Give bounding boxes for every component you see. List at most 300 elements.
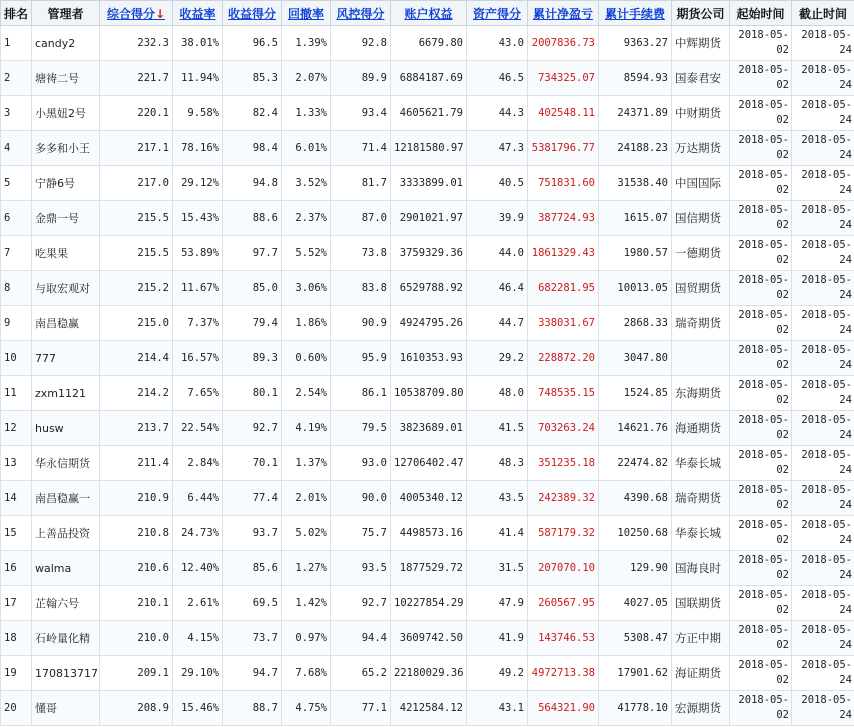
total-score-cell: 210.0 bbox=[100, 621, 173, 656]
risk-score-cell: 90.9 bbox=[331, 306, 391, 341]
futures-company-cell: 瑞奇期货 bbox=[672, 306, 730, 341]
return-rate-cell: 22.54% bbox=[173, 411, 223, 446]
risk-score-cell: 94.4 bbox=[331, 621, 391, 656]
total-score-cell: 210.1 bbox=[100, 586, 173, 621]
start-time-cell-part: 02 bbox=[776, 324, 789, 336]
header-drawdown[interactable] bbox=[282, 1, 331, 26]
rank-cell: 19 bbox=[1, 656, 32, 691]
end-time-cell bbox=[792, 481, 854, 516]
header-net-pnl[interactable] bbox=[528, 1, 599, 26]
futures-company-cell: 华泰长城 bbox=[672, 516, 730, 551]
end-time-cell bbox=[792, 61, 854, 96]
start-time-cell-part: 2018-05- bbox=[738, 29, 789, 41]
return-rate-cell: 29.12% bbox=[173, 166, 223, 201]
header-total-score-label: 综合得分 bbox=[106, 6, 155, 21]
drawdown-cell: 1.27% bbox=[282, 551, 331, 586]
fees-cell: 8594.93 bbox=[599, 61, 672, 96]
start-time-cell-part: 02 bbox=[776, 674, 789, 686]
end-time-cell-part: 2018-05- bbox=[801, 449, 852, 461]
start-time-cell-part: 02 bbox=[776, 219, 789, 231]
futures-company-cell: 万达期货 bbox=[672, 131, 730, 166]
header-manager-label: 管理者 bbox=[47, 6, 84, 21]
return-rate-cell: 24.73% bbox=[173, 516, 223, 551]
start-time-cell-part: 02 bbox=[776, 569, 789, 581]
header-start-time-label: 起始时间 bbox=[736, 6, 785, 21]
asset-score-cell: 46.4 bbox=[467, 271, 528, 306]
total-score-cell: 210.8 bbox=[100, 516, 173, 551]
end-time-cell bbox=[792, 621, 854, 656]
return-score-cell: 93.7 bbox=[223, 516, 282, 551]
account-equity-cell: 1610353.93 bbox=[391, 341, 467, 376]
drawdown-cell: 1.39% bbox=[282, 26, 331, 61]
net-pnl-cell: 260567.95 bbox=[528, 586, 599, 621]
risk-score-cell: 71.4 bbox=[331, 131, 391, 166]
return-score-cell: 82.4 bbox=[223, 96, 282, 131]
end-time-cell-part: 24 bbox=[839, 184, 852, 196]
drawdown-cell: 7.68% bbox=[282, 656, 331, 691]
manager-cell: husw bbox=[32, 411, 100, 446]
end-time-cell-part: 24 bbox=[839, 254, 852, 266]
total-score-cell: 215.2 bbox=[100, 271, 173, 306]
return-rate-cell: 16.57% bbox=[173, 341, 223, 376]
return-score-cell: 85.6 bbox=[223, 551, 282, 586]
end-time-cell-part: 24 bbox=[839, 709, 852, 721]
table-row bbox=[1, 201, 854, 236]
return-score-cell: 85.3 bbox=[223, 61, 282, 96]
fees-cell: 4027.05 bbox=[599, 586, 672, 621]
start-time-cell-part: 2018-05- bbox=[738, 99, 789, 111]
manager-cell: 塘祷二号 bbox=[32, 61, 100, 96]
end-time-cell-part: 2018-05- bbox=[801, 64, 852, 76]
futures-company-cell: 方正中期 bbox=[672, 621, 730, 656]
return-score-cell: 89.3 bbox=[223, 341, 282, 376]
start-time-cell bbox=[730, 341, 792, 376]
return-rate-cell: 29.10% bbox=[173, 656, 223, 691]
asset-score-cell: 43.1 bbox=[467, 691, 528, 726]
end-time-cell-part: 24 bbox=[839, 534, 852, 546]
end-time-cell-part: 24 bbox=[839, 639, 852, 651]
return-rate-cell: 7.65% bbox=[173, 376, 223, 411]
rank-cell: 17 bbox=[1, 586, 32, 621]
return-score-cell: 69.5 bbox=[223, 586, 282, 621]
start-time-cell-part: 02 bbox=[776, 184, 789, 196]
table-row bbox=[1, 516, 854, 551]
table-row bbox=[1, 26, 854, 61]
end-time-cell-part: 2018-05- bbox=[801, 659, 852, 671]
total-score-cell: 214.2 bbox=[100, 376, 173, 411]
start-time-cell-part: 2018-05- bbox=[738, 64, 789, 76]
table-row bbox=[1, 131, 854, 166]
end-time-cell-part: 2018-05- bbox=[801, 519, 852, 531]
return-score-cell: 97.7 bbox=[223, 236, 282, 271]
start-time-cell bbox=[730, 376, 792, 411]
account-equity-cell: 3333899.01 bbox=[391, 166, 467, 201]
header-return-rate[interactable] bbox=[173, 1, 223, 26]
asset-score-cell: 29.2 bbox=[467, 341, 528, 376]
futures-company-cell: 国泰君安 bbox=[672, 61, 730, 96]
asset-score-cell: 43.0 bbox=[467, 26, 528, 61]
drawdown-cell: 0.60% bbox=[282, 341, 331, 376]
asset-score-cell: 46.5 bbox=[467, 61, 528, 96]
account-equity-cell: 6679.80 bbox=[391, 26, 467, 61]
end-time-cell-part: 24 bbox=[839, 464, 852, 476]
end-time-cell bbox=[792, 306, 854, 341]
drawdown-cell: 5.52% bbox=[282, 236, 331, 271]
start-time-cell-part: 02 bbox=[776, 534, 789, 546]
rank-cell: 12 bbox=[1, 411, 32, 446]
risk-score-cell: 93.5 bbox=[331, 551, 391, 586]
table-row bbox=[1, 621, 854, 656]
return-rate-cell: 2.61% bbox=[173, 586, 223, 621]
account-equity-cell: 1877529.72 bbox=[391, 551, 467, 586]
header-return-score-label: 收益得分 bbox=[227, 6, 276, 21]
start-time-cell-part: 2018-05- bbox=[738, 204, 789, 216]
manager-cell: 777 bbox=[32, 341, 100, 376]
header-account-equity-label: 账户权益 bbox=[404, 6, 453, 21]
return-score-cell: 88.7 bbox=[223, 691, 282, 726]
account-equity-cell: 4924795.26 bbox=[391, 306, 467, 341]
net-pnl-cell: 682281.95 bbox=[528, 271, 599, 306]
rank-cell: 18 bbox=[1, 621, 32, 656]
end-time-cell-part: 24 bbox=[839, 499, 852, 511]
total-score-cell: 210.6 bbox=[100, 551, 173, 586]
fees-cell: 4390.68 bbox=[599, 481, 672, 516]
start-time-cell bbox=[730, 691, 792, 726]
table-row bbox=[1, 446, 854, 481]
end-time-cell-part: 24 bbox=[839, 359, 852, 371]
net-pnl-cell: 5381796.77 bbox=[528, 131, 599, 166]
return-rate-cell: 9.58% bbox=[173, 96, 223, 131]
end-time-cell bbox=[792, 376, 854, 411]
net-pnl-cell: 734325.07 bbox=[528, 61, 599, 96]
fees-cell: 41778.10 bbox=[599, 691, 672, 726]
start-time-cell bbox=[730, 131, 792, 166]
start-time-cell-part: 02 bbox=[776, 289, 789, 301]
header-asset-score-label: 资产得分 bbox=[472, 6, 521, 21]
total-score-cell: 217.1 bbox=[100, 131, 173, 166]
net-pnl-cell: 748535.15 bbox=[528, 376, 599, 411]
start-time-cell-part: 2018-05- bbox=[738, 589, 789, 601]
manager-cell: candy2 bbox=[32, 26, 100, 61]
start-time-cell bbox=[730, 306, 792, 341]
header-risk-score[interactable] bbox=[331, 1, 391, 26]
return-score-cell: 92.7 bbox=[223, 411, 282, 446]
net-pnl-cell: 402548.11 bbox=[528, 96, 599, 131]
manager-cell: 华永信期货 bbox=[32, 446, 100, 481]
futures-company-cell: 国信期货 bbox=[672, 201, 730, 236]
net-pnl-cell: 1861329.43 bbox=[528, 236, 599, 271]
start-time-cell-part: 2018-05- bbox=[738, 134, 789, 146]
total-score-cell: 232.3 bbox=[100, 26, 173, 61]
fees-cell: 24371.89 bbox=[599, 96, 672, 131]
account-equity-cell: 6884187.69 bbox=[391, 61, 467, 96]
manager-cell: 石岭量化精 bbox=[32, 621, 100, 656]
risk-score-cell: 81.7 bbox=[331, 166, 391, 201]
asset-score-cell: 41.5 bbox=[467, 411, 528, 446]
header-fees[interactable] bbox=[599, 1, 672, 26]
header-rank-label: 排名 bbox=[3, 6, 28, 21]
manager-cell: 宁静6号 bbox=[32, 166, 100, 201]
table-row bbox=[1, 61, 854, 96]
net-pnl-cell: 207070.10 bbox=[528, 551, 599, 586]
header-total-score[interactable] bbox=[100, 1, 173, 26]
rank-cell: 13 bbox=[1, 446, 32, 481]
rank-cell: 3 bbox=[1, 96, 32, 131]
end-time-cell bbox=[792, 446, 854, 481]
asset-score-cell: 43.5 bbox=[467, 481, 528, 516]
total-score-cell: 217.0 bbox=[100, 166, 173, 201]
header-return-score[interactable] bbox=[223, 1, 282, 26]
return-rate-cell: 7.37% bbox=[173, 306, 223, 341]
total-score-cell: 215.5 bbox=[100, 236, 173, 271]
total-score-cell: 209.1 bbox=[100, 656, 173, 691]
futures-company-cell: 中财期货 bbox=[672, 96, 730, 131]
return-score-cell: 70.1 bbox=[223, 446, 282, 481]
risk-score-cell: 77.1 bbox=[331, 691, 391, 726]
sort-desc-arrow-icon[interactable]: ↓ bbox=[154, 6, 166, 21]
end-time-cell-part: 2018-05- bbox=[801, 29, 852, 41]
start-time-cell-part: 2018-05- bbox=[738, 344, 789, 356]
net-pnl-cell: 703263.24 bbox=[528, 411, 599, 446]
drawdown-cell: 2.37% bbox=[282, 201, 331, 236]
table-row bbox=[1, 341, 854, 376]
account-equity-cell: 12706402.47 bbox=[391, 446, 467, 481]
end-time-cell-part: 24 bbox=[839, 219, 852, 231]
manager-cell: 多多和小王 bbox=[32, 131, 100, 166]
total-score-cell: 215.0 bbox=[100, 306, 173, 341]
header-account-equity[interactable] bbox=[391, 1, 467, 26]
fees-cell: 1524.85 bbox=[599, 376, 672, 411]
futures-company-cell bbox=[672, 341, 730, 376]
end-time-cell-part: 2018-05- bbox=[801, 274, 852, 286]
end-time-cell bbox=[792, 341, 854, 376]
drawdown-cell: 1.33% bbox=[282, 96, 331, 131]
total-score-cell: 210.9 bbox=[100, 481, 173, 516]
account-equity-cell: 10538709.80 bbox=[391, 376, 467, 411]
table-row bbox=[1, 96, 854, 131]
table-row bbox=[1, 411, 854, 446]
futures-company-cell: 海通期货 bbox=[672, 411, 730, 446]
end-time-cell-part: 24 bbox=[839, 394, 852, 406]
rank-cell: 4 bbox=[1, 131, 32, 166]
return-rate-cell: 53.89% bbox=[173, 236, 223, 271]
total-score-cell: 211.4 bbox=[100, 446, 173, 481]
header-row bbox=[1, 1, 854, 26]
return-rate-cell: 12.40% bbox=[173, 551, 223, 586]
rank-cell: 1 bbox=[1, 26, 32, 61]
start-time-cell-part: 02 bbox=[776, 604, 789, 616]
net-pnl-cell: 751831.60 bbox=[528, 166, 599, 201]
start-time-cell-part: 2018-05- bbox=[738, 659, 789, 671]
drawdown-cell: 2.54% bbox=[282, 376, 331, 411]
start-time-cell bbox=[730, 621, 792, 656]
futures-company-cell: 中国国际 bbox=[672, 166, 730, 201]
table-row bbox=[1, 166, 854, 201]
drawdown-cell: 6.01% bbox=[282, 131, 331, 166]
end-time-cell-part: 2018-05- bbox=[801, 589, 852, 601]
risk-score-cell: 87.0 bbox=[331, 201, 391, 236]
asset-score-cell: 47.3 bbox=[467, 131, 528, 166]
end-time-cell bbox=[792, 26, 854, 61]
rank-cell: 20 bbox=[1, 691, 32, 726]
drawdown-cell: 2.07% bbox=[282, 61, 331, 96]
total-score-cell: 213.7 bbox=[100, 411, 173, 446]
start-time-cell-part: 2018-05- bbox=[738, 309, 789, 321]
risk-score-cell: 86.1 bbox=[331, 376, 391, 411]
end-time-cell-part: 2018-05- bbox=[801, 204, 852, 216]
account-equity-cell: 4005340.12 bbox=[391, 481, 467, 516]
asset-score-cell: 48.0 bbox=[467, 376, 528, 411]
drawdown-cell: 0.97% bbox=[282, 621, 331, 656]
risk-score-cell: 90.0 bbox=[331, 481, 391, 516]
end-time-cell-part: 2018-05- bbox=[801, 309, 852, 321]
return-rate-cell: 38.01% bbox=[173, 26, 223, 61]
return-rate-cell: 15.43% bbox=[173, 201, 223, 236]
return-rate-cell: 4.15% bbox=[173, 621, 223, 656]
rank-cell: 5 bbox=[1, 166, 32, 201]
start-time-cell-part: 2018-05- bbox=[738, 624, 789, 636]
rank-cell: 6 bbox=[1, 201, 32, 236]
end-time-cell-part: 2018-05- bbox=[801, 414, 852, 426]
rank-cell: 7 bbox=[1, 236, 32, 271]
start-time-cell-part: 2018-05- bbox=[738, 379, 789, 391]
asset-score-cell: 47.9 bbox=[467, 586, 528, 621]
drawdown-cell: 2.01% bbox=[282, 481, 331, 516]
net-pnl-cell: 387724.93 bbox=[528, 201, 599, 236]
end-time-cell bbox=[792, 691, 854, 726]
return-rate-cell: 15.46% bbox=[173, 691, 223, 726]
fees-cell: 2868.33 bbox=[599, 306, 672, 341]
header-risk-score-label: 风控得分 bbox=[336, 6, 385, 21]
total-score-cell: 215.5 bbox=[100, 201, 173, 236]
rank-cell: 16 bbox=[1, 551, 32, 586]
header-drawdown-label: 回撤率 bbox=[287, 6, 324, 21]
manager-cell: 芷翰六号 bbox=[32, 586, 100, 621]
fees-cell: 1980.57 bbox=[599, 236, 672, 271]
start-time-cell bbox=[730, 236, 792, 271]
table-row bbox=[1, 551, 854, 586]
start-time-cell-part: 02 bbox=[776, 639, 789, 651]
end-time-cell bbox=[792, 271, 854, 306]
futures-company-cell: 瑞奇期货 bbox=[672, 481, 730, 516]
start-time-cell bbox=[730, 201, 792, 236]
return-rate-cell: 11.94% bbox=[173, 61, 223, 96]
end-time-cell bbox=[792, 551, 854, 586]
net-pnl-cell: 228872.20 bbox=[528, 341, 599, 376]
manager-cell: zxm1121 bbox=[32, 376, 100, 411]
end-time-cell bbox=[792, 586, 854, 621]
net-pnl-cell: 143746.53 bbox=[528, 621, 599, 656]
start-time-cell bbox=[730, 516, 792, 551]
futures-company-cell: 国海良时 bbox=[672, 551, 730, 586]
rank-cell: 11 bbox=[1, 376, 32, 411]
net-pnl-cell: 587179.32 bbox=[528, 516, 599, 551]
futures-company-cell: 海证期货 bbox=[672, 656, 730, 691]
asset-score-cell: 41.9 bbox=[467, 621, 528, 656]
account-equity-cell: 4605621.79 bbox=[391, 96, 467, 131]
drawdown-cell: 4.75% bbox=[282, 691, 331, 726]
asset-score-cell: 41.4 bbox=[467, 516, 528, 551]
start-time-cell-part: 02 bbox=[776, 709, 789, 721]
header-return-rate-label: 收益率 bbox=[179, 6, 216, 21]
net-pnl-cell: 338031.67 bbox=[528, 306, 599, 341]
end-time-cell-part: 2018-05- bbox=[801, 484, 852, 496]
account-equity-cell: 6529788.92 bbox=[391, 271, 467, 306]
header-end-time-label: 截止时间 bbox=[798, 6, 847, 21]
risk-score-cell: 75.7 bbox=[331, 516, 391, 551]
asset-score-cell: 39.9 bbox=[467, 201, 528, 236]
header-asset-score[interactable] bbox=[467, 1, 528, 26]
risk-score-cell: 95.9 bbox=[331, 341, 391, 376]
fees-cell: 24188.23 bbox=[599, 131, 672, 166]
account-equity-cell: 3759329.36 bbox=[391, 236, 467, 271]
drawdown-cell: 4.19% bbox=[282, 411, 331, 446]
fees-cell: 10250.68 bbox=[599, 516, 672, 551]
drawdown-cell: 3.52% bbox=[282, 166, 331, 201]
net-pnl-cell: 4972713.38 bbox=[528, 656, 599, 691]
start-time-cell-part: 02 bbox=[776, 394, 789, 406]
table-row bbox=[1, 691, 854, 726]
start-time-cell bbox=[730, 26, 792, 61]
start-time-cell-part: 02 bbox=[776, 429, 789, 441]
fees-cell: 10013.05 bbox=[599, 271, 672, 306]
asset-score-cell: 48.3 bbox=[467, 446, 528, 481]
futures-company-cell: 一德期货 bbox=[672, 236, 730, 271]
end-time-cell bbox=[792, 131, 854, 166]
start-time-cell bbox=[730, 481, 792, 516]
table-row bbox=[1, 481, 854, 516]
end-time-cell-part: 24 bbox=[839, 604, 852, 616]
start-time-cell bbox=[730, 551, 792, 586]
end-time-cell-part: 24 bbox=[839, 674, 852, 686]
header-end-time bbox=[792, 1, 854, 26]
return-rate-cell: 6.44% bbox=[173, 481, 223, 516]
start-time-cell-part: 2018-05- bbox=[738, 239, 789, 251]
asset-score-cell: 49.2 bbox=[467, 656, 528, 691]
fees-cell: 31538.40 bbox=[599, 166, 672, 201]
return-score-cell: 73.7 bbox=[223, 621, 282, 656]
fees-cell: 9363.27 bbox=[599, 26, 672, 61]
futures-company-cell: 国贸期货 bbox=[672, 271, 730, 306]
end-time-cell bbox=[792, 656, 854, 691]
header-net-pnl-label: 累计净盈亏 bbox=[532, 6, 593, 21]
asset-score-cell: 40.5 bbox=[467, 166, 528, 201]
start-time-cell-part: 02 bbox=[776, 44, 789, 56]
end-time-cell-part: 2018-05- bbox=[801, 99, 852, 111]
drawdown-cell: 3.06% bbox=[282, 271, 331, 306]
risk-score-cell: 73.8 bbox=[331, 236, 391, 271]
start-time-cell-part: 2018-05- bbox=[738, 414, 789, 426]
risk-score-cell: 93.4 bbox=[331, 96, 391, 131]
risk-score-cell: 65.2 bbox=[331, 656, 391, 691]
start-time-cell-part: 02 bbox=[776, 499, 789, 511]
futures-company-cell: 东海期货 bbox=[672, 376, 730, 411]
drawdown-cell: 1.42% bbox=[282, 586, 331, 621]
start-time-cell-part: 02 bbox=[776, 464, 789, 476]
asset-score-cell: 44.7 bbox=[467, 306, 528, 341]
start-time-cell bbox=[730, 656, 792, 691]
return-rate-cell: 78.16% bbox=[173, 131, 223, 166]
manager-cell: 小黑妞2号 bbox=[32, 96, 100, 131]
table-row bbox=[1, 236, 854, 271]
return-rate-cell: 11.67% bbox=[173, 271, 223, 306]
end-time-cell bbox=[792, 166, 854, 201]
fees-cell: 14621.76 bbox=[599, 411, 672, 446]
end-time-cell-part: 2018-05- bbox=[801, 694, 852, 706]
end-time-cell-part: 2018-05- bbox=[801, 554, 852, 566]
account-equity-cell: 3609742.50 bbox=[391, 621, 467, 656]
return-score-cell: 85.0 bbox=[223, 271, 282, 306]
